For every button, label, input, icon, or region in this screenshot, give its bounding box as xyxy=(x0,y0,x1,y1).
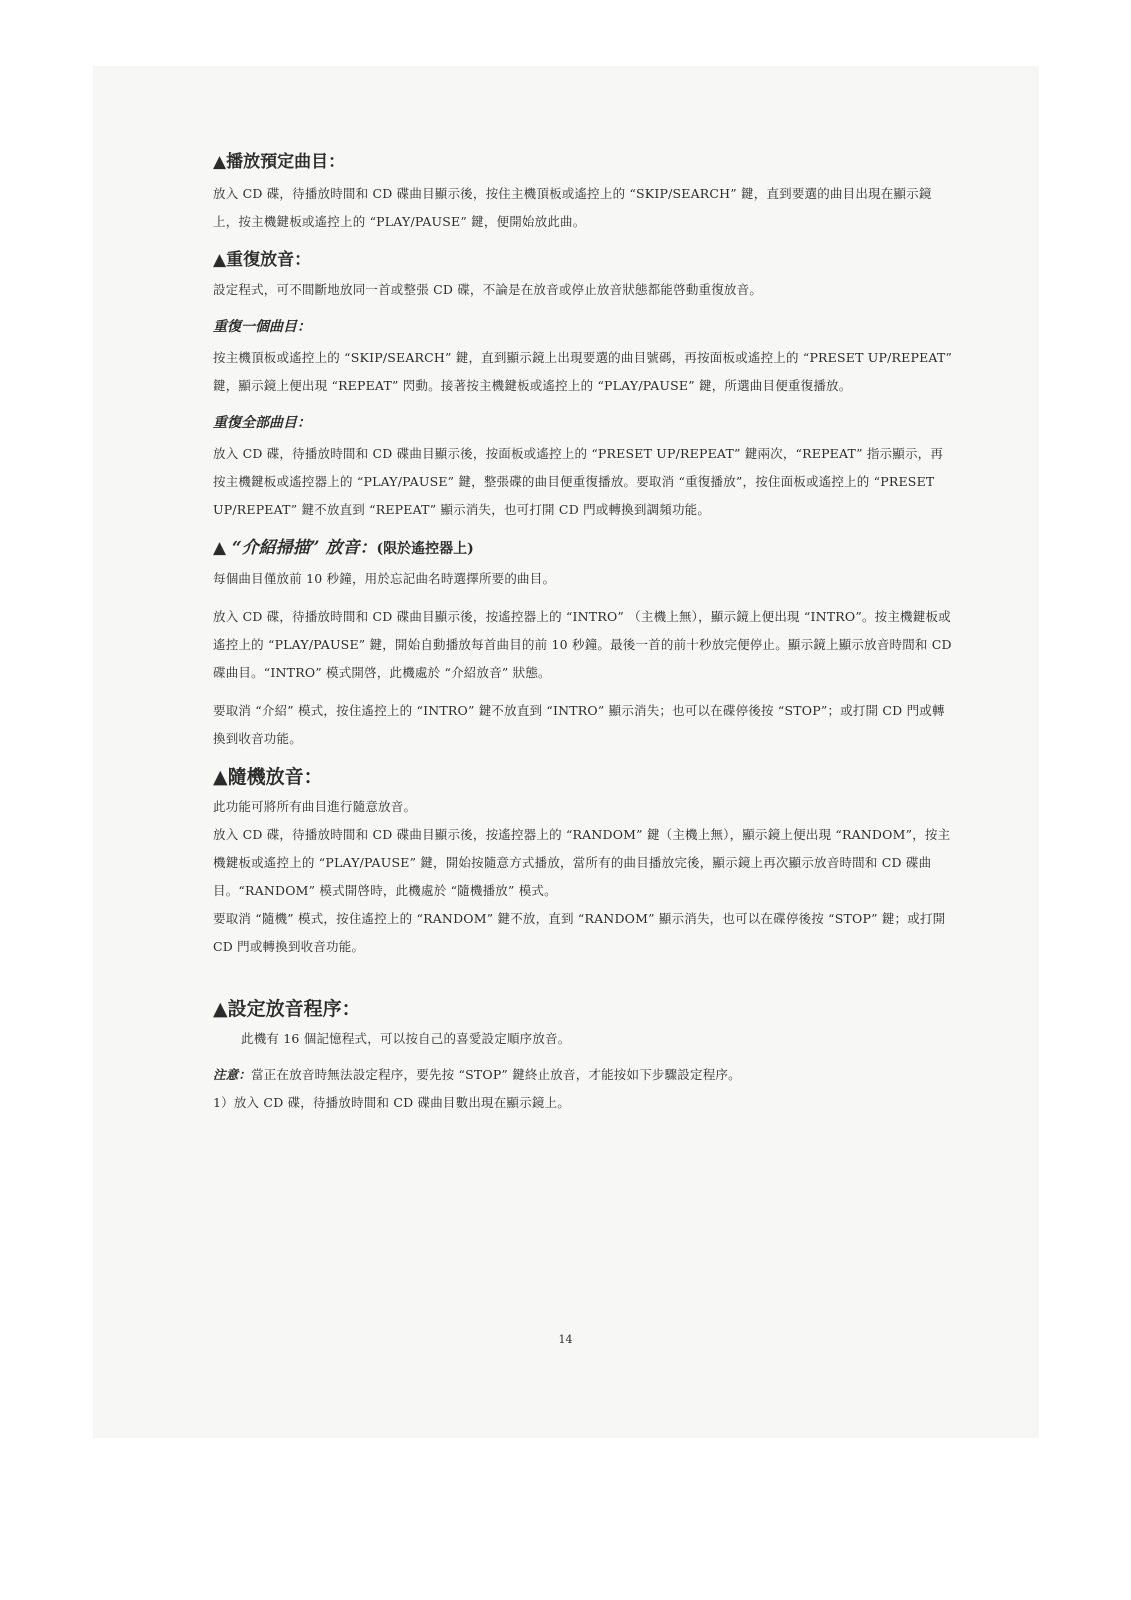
paragraph: 放入 CD 碟，待播放時間和 CD 碟曲目顯示後，按住主機頂板或遙控上的 “SKIP/SEARCH” 鍵，直到要選的曲目出現在顯示鏡上，按主機鍵板或遙控上的 “PLAY/PAUSE” 鍵，便開始放此曲。 xyxy=(213,186,932,229)
paragraph: 此機有 16 個記憶程式，可以按自己的喜愛設定順序放音。 xyxy=(241,1031,571,1046)
section-title-note: (限於遙控器上) xyxy=(376,541,474,557)
paragraph: 要取消 “隨機” 模式，按住遙控上的 “RANDOM” 鍵不放，直到 “RANDOM” 顯示消失，也可以在碟停後按 “STOP” 鍵；或打開 CD 門或轉換到收音功能。 xyxy=(213,911,946,954)
document-body xyxy=(213,150,953,1117)
paragraph: 放入 CD 碟，待播放時間和 CD 碟曲目顯示後，按遙控器上的 “INTRO” （主機上無），顯示鏡上便出現 “INTRO”。按主機鍵板或遙控上的 “PLAY/PAUSE” 鍵，開始自動播放每首曲目的前 10 秒鐘。最後一首的前十秒放完便停止。顯示鏡上顯示放音時間和 CD 碟曲目。“INTRO” 模式開啓，此機處於 “介紹放音” 狀態。 xyxy=(213,609,952,680)
section-play-selected xyxy=(213,150,953,236)
paragraph: 放入 CD 碟，待播放時間和 CD 碟曲目顯示後，按面板或遙控上的 “PRESET UP/REPEAT” 鍵兩次，“REPEAT” 指示顯示，再按主機鍵板或遙控器上的 “PLAY/PAUSE” 鍵，整張碟的曲目便重復播放。要取消 “重復播放”，按住面板或遙控上的 “PRESET UP/REPEAT” 鍵不放直到 “REPEAT” 顯示消失，也可打開 CD 門或轉換到調頻功能。 xyxy=(213,446,944,517)
paragraph: 設定程式，可不間斷地放同一首或整張 CD 碟，不論是在放音或停止放音狀態都能啓動重復放音。 xyxy=(213,282,763,297)
note-text: 當正在放音時無法設定程序，要先按 “STOP” 鍵終止放音，才能按如下步驟設定程序。 xyxy=(251,1067,741,1082)
note-paragraph xyxy=(213,1061,953,1089)
section-intro xyxy=(213,536,953,753)
paragraph: 此功能可將所有曲目進行隨意放音。 xyxy=(213,799,417,814)
section-repeat xyxy=(213,248,953,524)
paragraph: 按主機頂板或遙控上的 “SKIP/SEARCH” 鍵，直到顯示鏡上出現要選的曲目號碼，再按面板或遙控上的 “PRESET UP/REPEAT” 鍵，顯示鏡上便出現 “REPEAT” 閃動。接著按主機鍵板或遙控上的 “PLAY/PAUSE” 鍵，所選曲目便重復播放。 xyxy=(213,350,953,393)
section-title: ▲設定放音程序： xyxy=(213,998,361,1020)
paragraph: 每個曲目僅放前 10 秒鐘，用於忘記曲名時選擇所要的曲目。 xyxy=(213,571,556,586)
section-random xyxy=(213,765,953,961)
paragraph: 要取消 “介紹” 模式，按住遙控上的 “INTRO” 鍵不放直到 “INTRO” 顯示消失；也可以在碟停後按 “STOP”；或打開 CD 門或轉換到收音功能。 xyxy=(213,703,945,746)
paragraph: 放入 CD 碟，待播放時間和 CD 碟曲目顯示後，按遙控器上的 “RANDOM” 鍵（主機上無），顯示鏡上便出現 “RANDOM”，按主機鍵板或遙控上的 “PLAY/PAUSE” 鍵，開始按隨意方式播放，當所有的曲目播放完後，顯示鏡上再次顯示放音時間和 CD 碟曲目。“RANDOM” 模式開啓時，此機處於 “隨機播放” 模式。 xyxy=(213,827,951,898)
section-title xyxy=(213,536,953,561)
step-item: 1）放入 CD 碟，待播放時間和 CD 碟曲目數出現在顯示鏡上。 xyxy=(213,1095,570,1110)
page-number: 14 xyxy=(558,1333,573,1346)
section-title: ▲播放預定曲目： xyxy=(213,152,346,172)
subsection-title: 重復一個曲目： xyxy=(213,319,311,335)
subsection-title: 重復全部曲目： xyxy=(213,415,311,431)
note-label: 注意： xyxy=(213,1067,252,1082)
section-title: ▲重復放音： xyxy=(213,250,312,270)
section-program xyxy=(213,997,953,1117)
section-title-main: ▲ “介紹掃描” 放音： xyxy=(213,538,377,558)
section-title: ▲隨機放音： xyxy=(213,766,323,788)
